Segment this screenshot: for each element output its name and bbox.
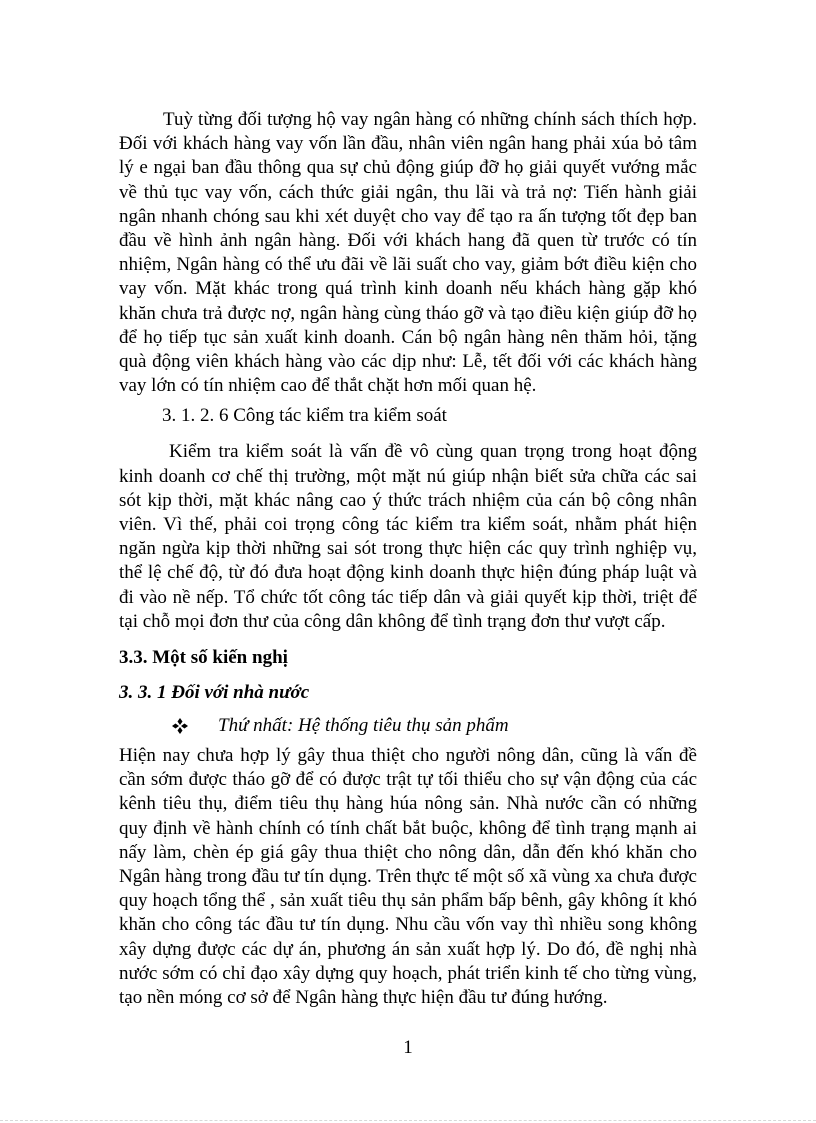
- paragraph-consumption-system: Hiện nay chưa hợp lý gây thua thiệt cho người nông dân, cũng là vấn đề cần sớm được tháo gỡ để có được trật tự tối thiểu cho sự vận động của các kênh tiêu thụ, điểm tiêu thụ hàng húa nông sản. Nhà nước cần có những quy định về hành chính có tính chất bắt buộc, không để tình trạng mạnh ai nấy làm, chèn ép giá gây thua thiệt cho nông dân, dẫn đến khó khăn cho Ngân hàng trong đầu tư tín dụng. Trên thực tế một số xã vùng xa chưa được quy hoạch tổng thể , sản xuất tiêu thụ sản phẩm bấp bênh, gây không ít khó khăn cho công tác đầu tư tín dụng. Nhu cầu vốn vay thì nhiều song không xây dựng được các dự án, phương án sản xuất hợp lý. Do đó, đề nghị nhà nước sớm có chỉ đạo xây dựng quy hoạch, phát triển kinh tế cho từng vùng, tạo nền móng cơ sở để Ngân hàng thực hiện đầu tư đúng hướng.: [119, 745, 697, 1009]
- subsection-heading-state: 3. 3. 1 Đối với nhà nước: [119, 682, 310, 704]
- page-bottom-divider: [0, 1120, 816, 1121]
- paragraph-inspection: Kiểm tra kiểm soát là vấn đề vô cùng quan trọng trong hoạt động kinh doanh cơ chế thị trường, một mặt nú giúp nhận biết sửa chữa các sai sót kịp thời, mặt khác nâng cao ý thức trách nhiệm của cán bộ công nhân viên. Vì thế, phải coi trọng công tác kiểm tra kiểm soát, nhằm phát hiện ngăn ngừa kịp thời những sai sót trong thực hiện các quy trình nghiệp vụ, thể lệ chế độ, từ đó đưa hoạt động kinh doanh thực hiện đúng pháp luật và đi vào nề nếp. Tổ chức tốt công tác tiếp dân và giải quyết kịp thời, triệt để tại chỗ mọi đơn thư của công dân không để tình trạng đơn thư vượt cấp.: [119, 441, 697, 632]
- bullet-text: Thứ nhất: Hệ thống tiêu thụ sản phẩm: [218, 715, 509, 737]
- bullet-item: [119, 714, 697, 738]
- four-diamond-bullet-icon: [171, 717, 189, 735]
- paragraph-lending-policy: Tuỳ từng đối tượng hộ vay ngân hàng có những chính sách thích hợp. Đối với khách hàng vay vốn lần đầu, nhân viên ngân hang phải xúa bỏ tâm lý e ngại ban đầu thông qua sự chủ động giúp đỡ họ giải quyết vướng mắc về thủ tục vay vốn, cách thức giải ngân, thu lãi và trả nợ: Tiến hành giải ngân nhanh chóng sau khi xét duyệt cho vay để tạo ra ấn tượng tốt đẹp ban đầu về hình ảnh ngân hàng. Đối với khách hang đã quen từ trước có tín nhiệm, Ngân hàng có thể ưu đãi về lãi suất cho vay, giảm bớt điều kiện cho vay vốn. Mặt khác trong quá trình kinh doanh nếu khách hàng gặp khó khăn chưa trả được nợ, ngân hàng cùng tháo gỡ và tạo điều kiện giúp đỡ họ để họ tiếp tục sản xuất kinh doanh. Cán bộ ngân hàng nên thăm hỏi, tặng quà động viên khách hàng vào các dịp như: Lễ, tết đối với các khách hàng vay lớn có tín nhiệm cao để thắt chặt hơn mối quan hệ.: [119, 109, 697, 397]
- section-heading-inspection: 3. 1. 2. 6 Công tác kiểm tra kiểm soát: [162, 405, 447, 427]
- page-number: 1: [403, 1037, 413, 1058]
- document-body: [119, 108, 697, 1010]
- section-heading-recommendations: 3.3. Một số kiến nghị: [119, 647, 288, 669]
